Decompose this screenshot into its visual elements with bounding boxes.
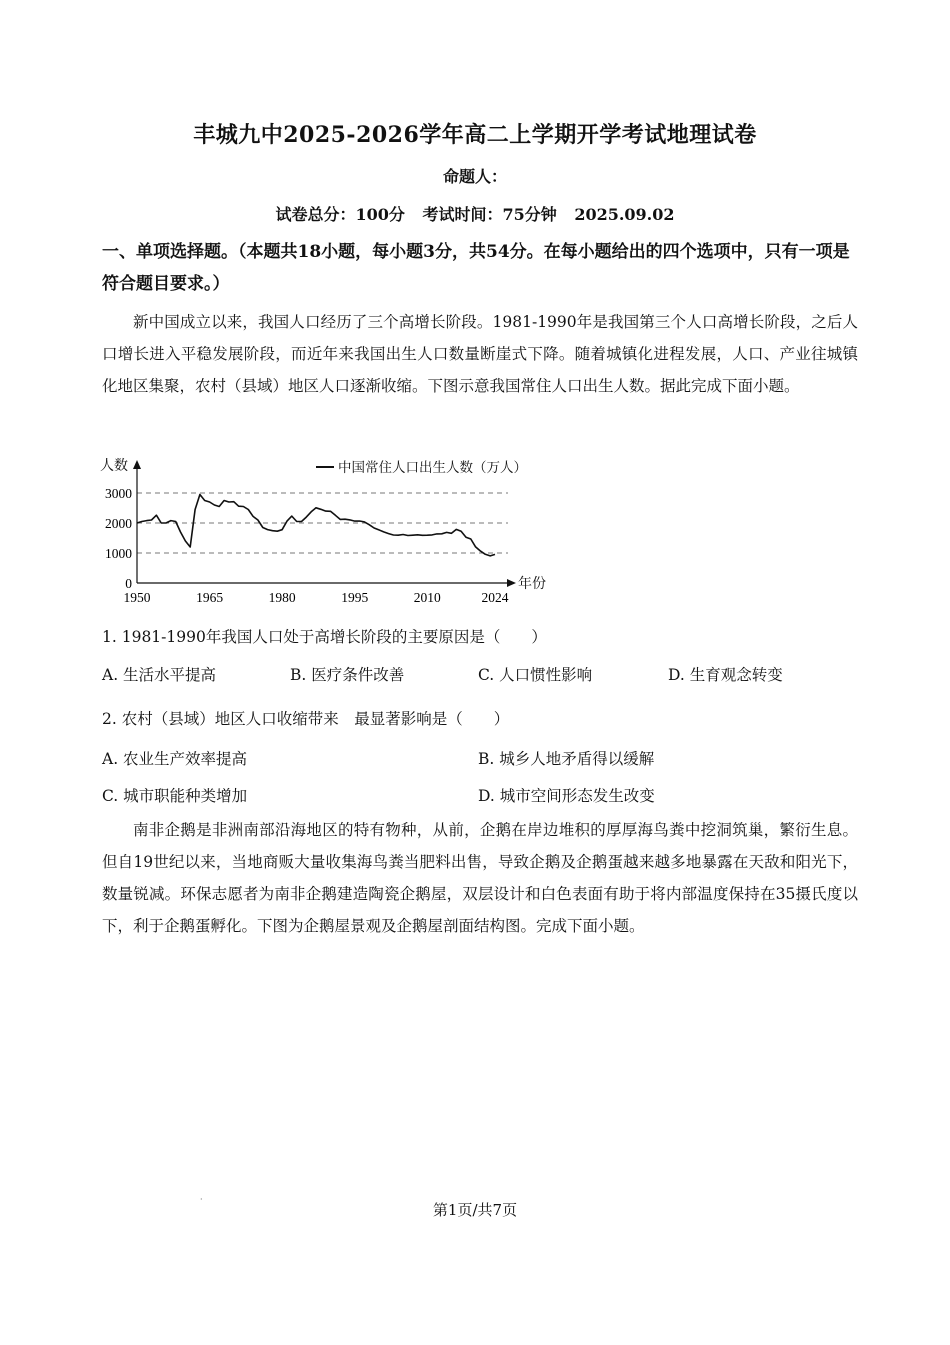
total-score: 试卷总分：100分 (275, 205, 405, 224)
question-1-stem: 1. 1981-1990年我国人口处于高增长阶段的主要原因是（ ） (102, 628, 547, 646)
question-2-stem: 2. 农村（县域）地区人口收缩带来 最显著影响是（ ） (102, 710, 510, 728)
exam-meta (0, 202, 950, 225)
x-tick-label: 1950 (123, 590, 151, 605)
section-heading: 一、单项选择题。（本题共18小题，每小题3分，共54分。在每小题给出的四个选项中，只有一项是符合题目要求。） (102, 242, 850, 294)
q2-option-d[interactable]: D. 城市空间形态发生改变 (478, 787, 655, 805)
y-axis-label: 人数 (100, 459, 128, 474)
x-tick-label: 2024 (481, 590, 509, 605)
x-tick-label: 2010 (413, 590, 441, 605)
passage-population: 新中国成立以来，我国人口经历了三个高增长阶段。1981-1990年是我国第三个人口高增长阶段，之后人口增长进入平稳发展阶段，而近年来我国出生人口数量断崖式下降。随着城镇化进程发展，人口、产业往城镇化地区集聚，农村（县域）地区人口逐渐收缩。下图示意我国常住人口出生人数。据此完成下面小题。 (102, 313, 858, 395)
passage-penguin: 南非企鹅是非洲南部沿海地区的特有物种，从前，企鹅在岸边堆积的厚厚海鸟粪中挖洞筑巢，繁衍生息。但自19世纪以来，当地商贩大量收集海鸟粪当肥料出售，导致企鹅及企鹅蛋越来越多地暴露在天敌和阳光下，数量锐减。环保志愿者为南非企鹅建造陶瓷企鹅屋，双层设计和白色表面有助于将内部温度保持在35摄氏度以下，利于企鹅蛋孵化。下图为企鹅屋景观及企鹅屋剖面结构图。完成下面小题。 (102, 821, 858, 935)
exam-date: 2025.09.02 (574, 205, 675, 224)
q1-option-d[interactable]: D. 生育观念转变 (668, 666, 783, 684)
chart-legend: 中国常住人口出生人数（万人） (338, 460, 527, 475)
y-tick-label: 1000 (105, 546, 132, 561)
footer-mark: · (200, 1195, 203, 1204)
y-tick-label: 2000 (105, 516, 132, 531)
exam-title: 丰城九中2025-2026学年高二上学期开学考试地理试卷 (193, 122, 757, 148)
q1-option-b[interactable]: B. 医疗条件改善 (290, 666, 405, 684)
x-axis-label: 年份 (518, 577, 546, 592)
birth-population-chart (98, 452, 558, 612)
y-axis-arrow-icon (133, 460, 141, 469)
y-tick-label: 0 (125, 576, 132, 591)
q2-option-c[interactable]: C. 城市职能种类增加 (102, 787, 248, 805)
q1-option-a[interactable]: A. 生活水平提高 (102, 666, 217, 684)
x-tick-label: 1980 (268, 590, 296, 605)
series-line-births (137, 495, 495, 556)
exam-time: 考试时间：75分钟 (422, 205, 557, 224)
y-tick-label: 3000 (105, 486, 132, 501)
author-line: 命题人： (442, 167, 507, 186)
chart-axes (133, 460, 516, 587)
q2-option-b[interactable]: B. 城乡人地矛盾得以缓解 (478, 750, 655, 768)
x-tick-label: 1995 (341, 590, 369, 605)
chart-tick-labels (105, 486, 509, 605)
x-axis-arrow-icon (507, 579, 516, 587)
page-number: 第1页/共7页 (432, 1201, 518, 1219)
q2-option-a[interactable]: A. 农业生产效率提高 (102, 750, 248, 768)
q1-option-c[interactable]: C. 人口惯性影响 (478, 666, 593, 684)
x-tick-label: 1965 (196, 590, 224, 605)
